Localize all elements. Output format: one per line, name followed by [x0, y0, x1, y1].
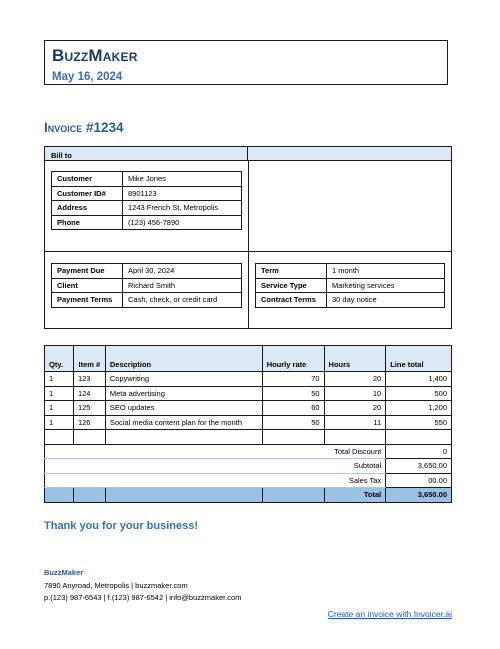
- payment-field-value: April 30, 2024: [123, 264, 242, 279]
- customer-field-value: Mike Jones: [123, 172, 242, 187]
- total-row: [45, 488, 452, 503]
- bill-to-label: Bill to: [45, 147, 248, 161]
- cell-line-total: 1,200: [386, 401, 452, 416]
- cell-description: SEO updates: [105, 401, 262, 416]
- payment-row: [52, 278, 242, 293]
- cell-item-number: 124: [73, 386, 105, 401]
- terms-field-label: Contract Terms: [256, 293, 327, 308]
- create-invoice-link[interactable]: Create an invoice with Invoicer.ai: [327, 609, 452, 619]
- cell-hourly-rate: 60: [262, 401, 324, 416]
- col-hours: Hours: [324, 346, 386, 372]
- payment-field-value: Cash, check, or credit card: [123, 293, 242, 308]
- bill-divider-horizontal: [45, 251, 451, 252]
- cell-qty: 1: [45, 372, 74, 387]
- customer-field-value: (123) 456-7890: [123, 215, 242, 230]
- col-line-total: Line total: [386, 346, 452, 372]
- table-row: [45, 372, 452, 387]
- bill-to-section: [44, 146, 452, 329]
- col-item-number-label: Item #: [78, 360, 101, 369]
- cell-description: Copywriting: [105, 372, 262, 387]
- customer-field-label: Phone: [52, 215, 123, 230]
- table-row: [45, 415, 452, 430]
- cell-hourly-rate: 50: [262, 415, 324, 430]
- cell-line-total: 550: [386, 415, 452, 430]
- cell-hours: 20: [324, 401, 386, 416]
- table-row: [45, 386, 452, 401]
- payment-row: [52, 293, 242, 308]
- payment-field-label: Client: [52, 278, 123, 293]
- customer-field-label: Address: [52, 201, 123, 216]
- payment-row: [52, 264, 242, 279]
- terms-table: [255, 263, 445, 308]
- cell-qty: 1: [45, 386, 74, 401]
- invoice-date: May 16, 2024: [52, 71, 123, 83]
- invoice-title: Invoice #1234: [44, 120, 124, 135]
- sales-tax-label: Sales Tax: [45, 473, 386, 488]
- cell-hours: 10: [324, 386, 386, 401]
- subtotal-label: Subtotal: [45, 459, 386, 474]
- cell-description: Social media content plan for the month: [105, 415, 262, 430]
- terms-field-value: 1 month: [327, 264, 445, 279]
- customer-row: [52, 201, 242, 216]
- footer-contact: p.(123) 987-6543 | f.(123) 987-6542 | info@buzzmaker.com: [44, 593, 242, 602]
- terms-field-label: Service Type: [256, 278, 327, 293]
- cell-item-number: 123: [73, 372, 105, 387]
- thank-you-message: Thank you for your business!: [44, 520, 199, 532]
- payment-field-value: Richard Smith: [123, 278, 242, 293]
- col-description: Description: [105, 346, 262, 372]
- cell-description: Meta advertising: [105, 386, 262, 401]
- col-item-number: [73, 346, 105, 372]
- customer-row: [52, 215, 242, 230]
- footer-address: 7890 Anyroad, Metropolis | buzzmaker.com: [44, 581, 188, 590]
- customer-field-value: 8901123: [123, 186, 242, 201]
- table-row: [45, 401, 452, 416]
- col-qty: Qty.: [45, 346, 74, 372]
- cell-qty: 1: [45, 401, 74, 416]
- payment-table: [51, 263, 242, 308]
- bill-to-header-right: [248, 147, 451, 161]
- cell-hours: 20: [324, 372, 386, 387]
- customer-table: [51, 171, 242, 230]
- total-discount-row: [45, 444, 452, 459]
- blank-row: [45, 430, 452, 445]
- bill-divider-vertical: [248, 161, 249, 328]
- customer-field-label: Customer: [52, 172, 123, 187]
- cell-item-number: 125: [73, 401, 105, 416]
- cell-line-total: 500: [386, 386, 452, 401]
- total-value: 3,650.00: [386, 488, 452, 503]
- cell-qty: 1: [45, 415, 74, 430]
- terms-row: [256, 278, 445, 293]
- header-box: [44, 40, 448, 85]
- payment-field-label: Payment Due: [52, 264, 123, 279]
- brand-name: BuzzMaker: [52, 46, 138, 65]
- cell-hourly-rate: 70: [262, 372, 324, 387]
- sales-tax-value: 00.00: [386, 473, 452, 488]
- terms-row: [256, 264, 445, 279]
- total-discount-label: Total Discount: [45, 444, 386, 459]
- payment-field-label: Payment Terms: [52, 293, 123, 308]
- cell-hours: 11: [324, 415, 386, 430]
- cell-item-number: 126: [73, 415, 105, 430]
- customer-field-label: Customer ID#: [52, 186, 123, 201]
- col-hourly-rate: Hourly rate: [262, 346, 324, 372]
- line-items-table: [44, 345, 452, 503]
- subtotal-value: 3,650.00: [386, 459, 452, 474]
- sales-tax-row: [45, 473, 452, 488]
- terms-field-value: 30 day notice: [327, 293, 445, 308]
- line-items-header: [45, 346, 452, 372]
- footer-brand: BuzzMaker: [44, 568, 84, 577]
- terms-field-label: Term: [256, 264, 327, 279]
- customer-row: [52, 186, 242, 201]
- terms-row: [256, 293, 445, 308]
- cell-line-total: 1,400: [386, 372, 452, 387]
- customer-row: [52, 172, 242, 187]
- total-discount-value: 0: [386, 444, 452, 459]
- subtotal-row: [45, 459, 452, 474]
- customer-field-value: 1243 French St, Metropolis: [123, 201, 242, 216]
- total-label: Total: [324, 488, 386, 503]
- terms-field-value: Marketing services: [327, 278, 445, 293]
- cell-hourly-rate: 50: [262, 386, 324, 401]
